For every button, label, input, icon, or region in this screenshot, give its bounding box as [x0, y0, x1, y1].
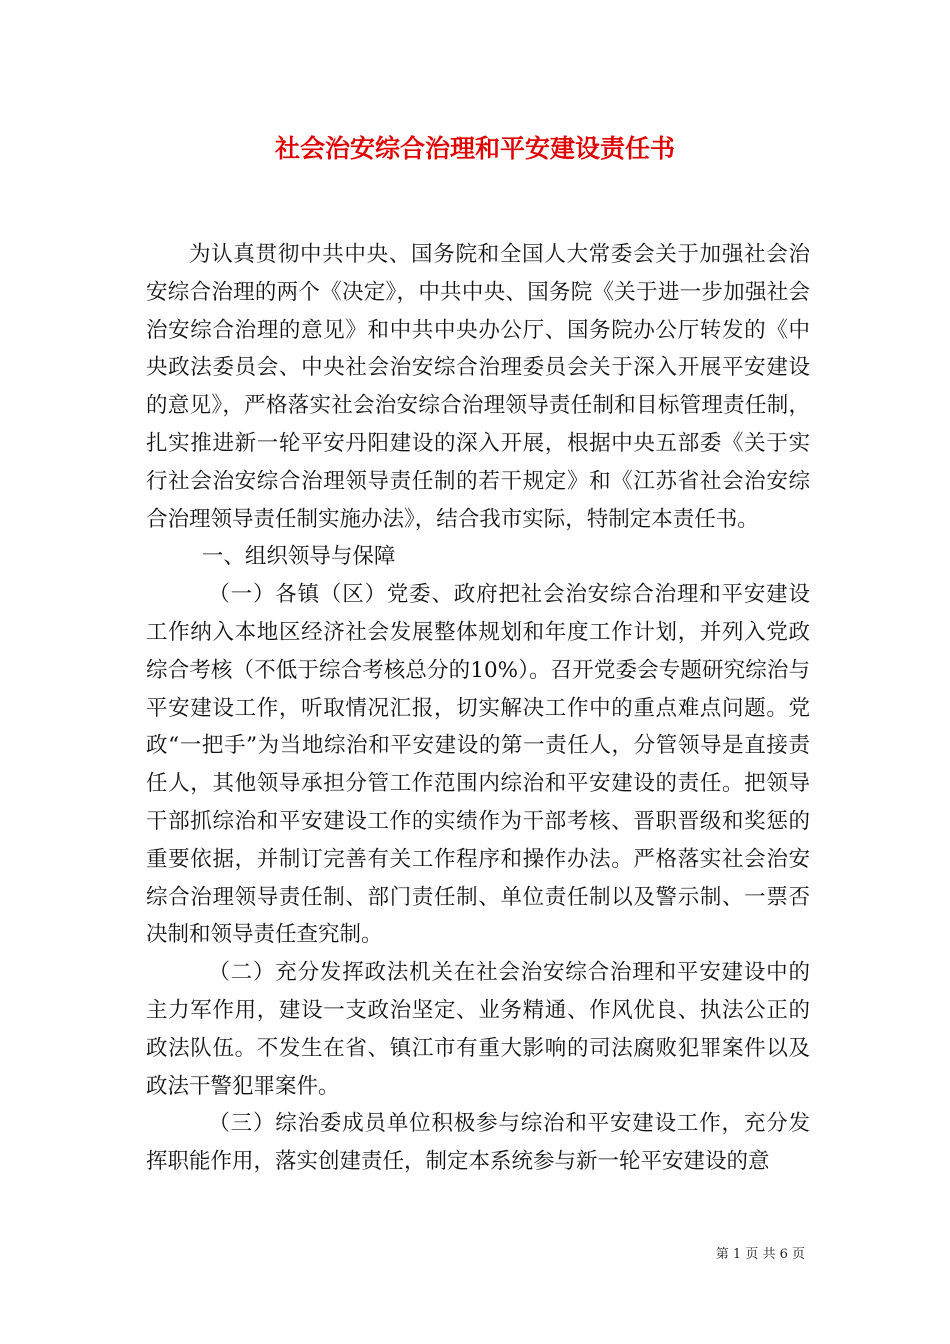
clause-paragraph-2: （二）充分发挥政法机关在社会治安综合治理和平安建设中的主力军作用，建设一支政治坚定、业务精通、作风优良、执法公正的政法队伍。不发生在省、镇江市有重大影响的司法腐败犯罪案件以及政法干警犯罪案件。 — [146, 960, 810, 1099]
page-number-footer: 第 1 页 共 6 页 — [715, 1247, 805, 1262]
document-body — [146, 236, 810, 1181]
section-heading: 一、组织领导与保障 — [201, 544, 396, 570]
document-title: 社会治安综合治理和平安建设责任书 — [274, 134, 675, 163]
clause-paragraph-3: （三）综治委成员单位积极参与综治和平安建设工作，充分发挥职能作用，落实创建责任，制定本系统参与新一轮平安建设的意 — [146, 1111, 810, 1175]
intro-paragraph: 为认真贯彻中共中央、国务院和全国人大常委会关于加强社会治安综合治理的两个《决定》，中共中央、国务院《关于进一步加强社会治安综合治理的意见》和中共中央办公厅、国务院办公厅转发的《中央政法委员会、中央社会治安综合治理委员会关于深入开展平安建设的意见》，严格落实社会治安综合治理领导责任制和目标管理责任制，扎实推进新一轮平安丹阳建设的深入开展，根据中央五部委《关于实行社会治安综合治理领导责任制的若干规定》和《江苏省社会治安综合治理领导责任制实施办法》，结合我市实际，特制定本责任书。 — [146, 242, 810, 532]
clause-paragraph-1: （一）各镇（区）党委、政府把社会治安综合治理和平安建设工作纳入本地区经济社会发展整体规划和年度工作计划，并列入党政综合考核（不低于综合考核总分的10%）。召开党委会专题研究综治与平安建设工作，听取情况汇报，切实解决工作中的重点难点问题。党政“一把手”为当地综治和平安建设的第一责任人，分管领导是直接责任人，其他领导承担分管工作范围内综治和平安建设的责任。把领导干部抓综治和平安建设工作的实绩作为干部考核、晋职晋级和奖惩的重要依据，并制订完善有关工作程序和操作办法。严格落实社会治安综合治理领导责任制、部门责任制、单位责任制以及警示制、一票否决制和领导责任查究制。 — [146, 582, 810, 948]
